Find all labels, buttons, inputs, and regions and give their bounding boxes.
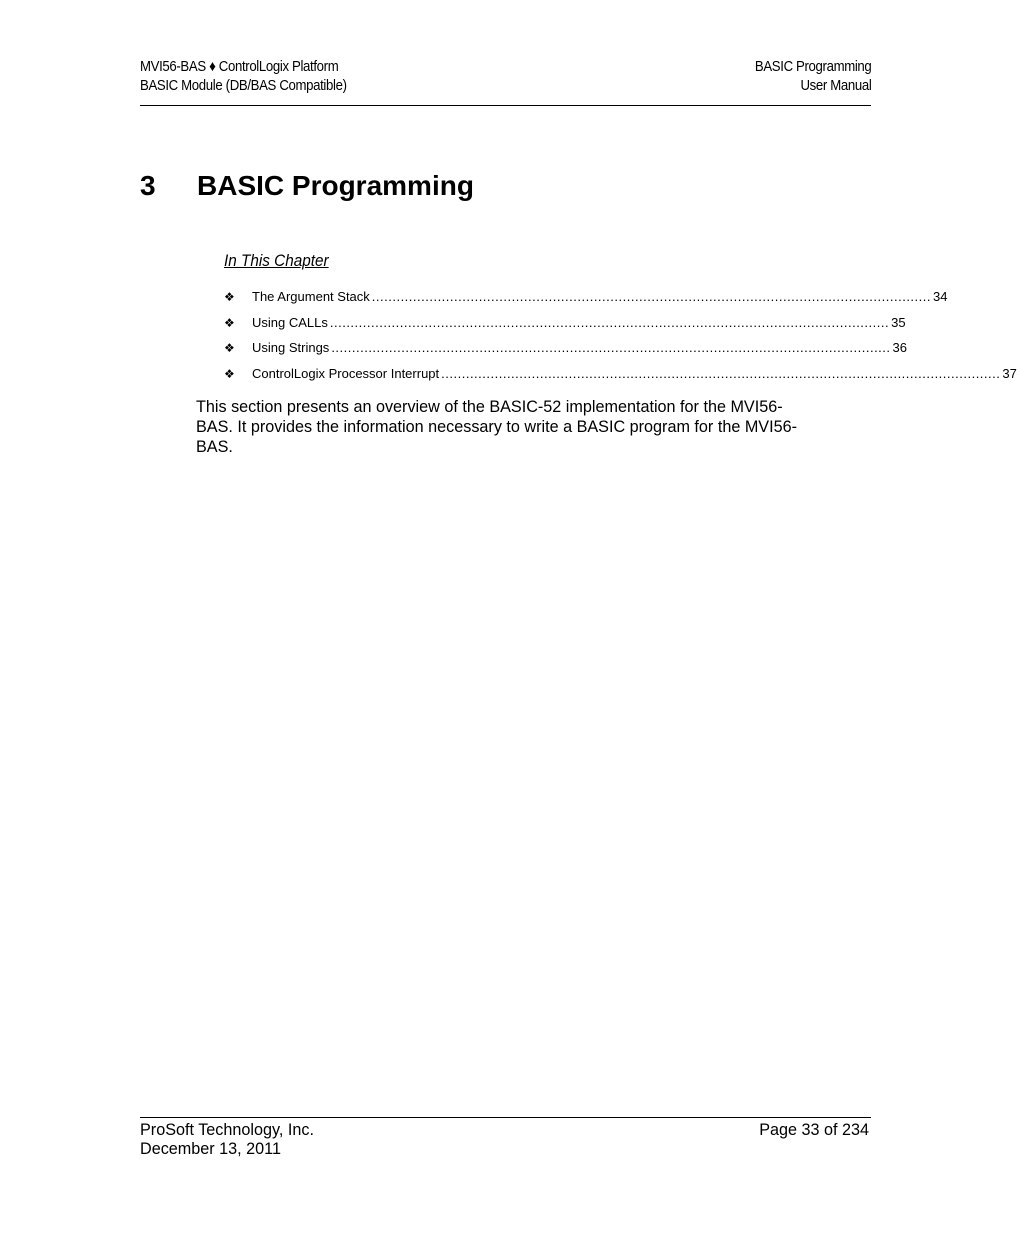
header-module-line: BASIC Module (DB/BAS Compatible): [140, 77, 347, 94]
toc-leader-dots: ........................................................................................................................................: [441, 365, 1001, 381]
diamond-bullet-icon: ❖: [224, 341, 235, 355]
toc-page-number: 36: [892, 340, 907, 355]
diamond-bullet-icon: ❖: [224, 315, 235, 330]
footer-right: [759, 1121, 869, 1140]
header-product-line: MVI56-BAS ♦ ControlLogix Platform: [140, 58, 339, 75]
header-section-title: BASIC Programming: [754, 58, 871, 75]
toc-heading: In This Chapter: [224, 251, 329, 270]
page-header: [140, 57, 871, 106]
chapter-name: BASIC Programming: [197, 170, 474, 201]
toc-label: ControlLogix Processor Interrupt: [252, 365, 440, 381]
footer-page-number: Page 33 of 234: [759, 1121, 869, 1139]
toc-label: Using CALLs: [252, 314, 328, 330]
header-right: [754, 57, 871, 95]
toc-item: [224, 365, 1017, 392]
toc-item: [224, 289, 948, 315]
toc-page-number: 35: [891, 314, 906, 330]
chapter-toc: [224, 289, 1017, 391]
diamond-bullet-icon: ❖: [224, 290, 235, 304]
header-left: [140, 57, 347, 95]
toc-link-argument-stack[interactable]: [252, 289, 948, 304]
intro-paragraph: This section presents an overview of the BASIC-52 implementation for the MVI56-BAS. It provides the information necessary to write a BASIC program for the MVI56-BAS.: [196, 398, 797, 456]
toc-label: The Argument Stack: [252, 289, 370, 304]
chapter-title: [140, 168, 474, 204]
toc-label: Using Strings: [252, 340, 330, 355]
toc-link-processor-interrupt[interactable]: [252, 365, 1017, 381]
footer-left: [140, 1121, 314, 1159]
toc-leader-dots: ........................................................................................................................................: [371, 289, 931, 304]
chapter-number: 3: [140, 170, 156, 201]
page-footer: [140, 1117, 871, 1158]
footer-date: December 13, 2011: [140, 1140, 281, 1158]
diamond-bullet-icon: ❖: [224, 366, 235, 381]
toc-page-number: 37: [1002, 365, 1017, 381]
toc-link-using-strings[interactable]: [252, 340, 907, 355]
toc-item: [224, 340, 907, 366]
toc-leader-dots: ........................................................................................................................................: [331, 340, 891, 355]
toc-link-using-calls[interactable]: [252, 314, 906, 330]
toc-page-number: 34: [933, 289, 948, 304]
toc-item: [224, 314, 906, 341]
header-document-type: User Manual: [800, 77, 871, 94]
toc-leader-dots: ........................................................................................................................................: [329, 314, 890, 330]
footer-company: ProSoft Technology, Inc.: [140, 1121, 314, 1139]
